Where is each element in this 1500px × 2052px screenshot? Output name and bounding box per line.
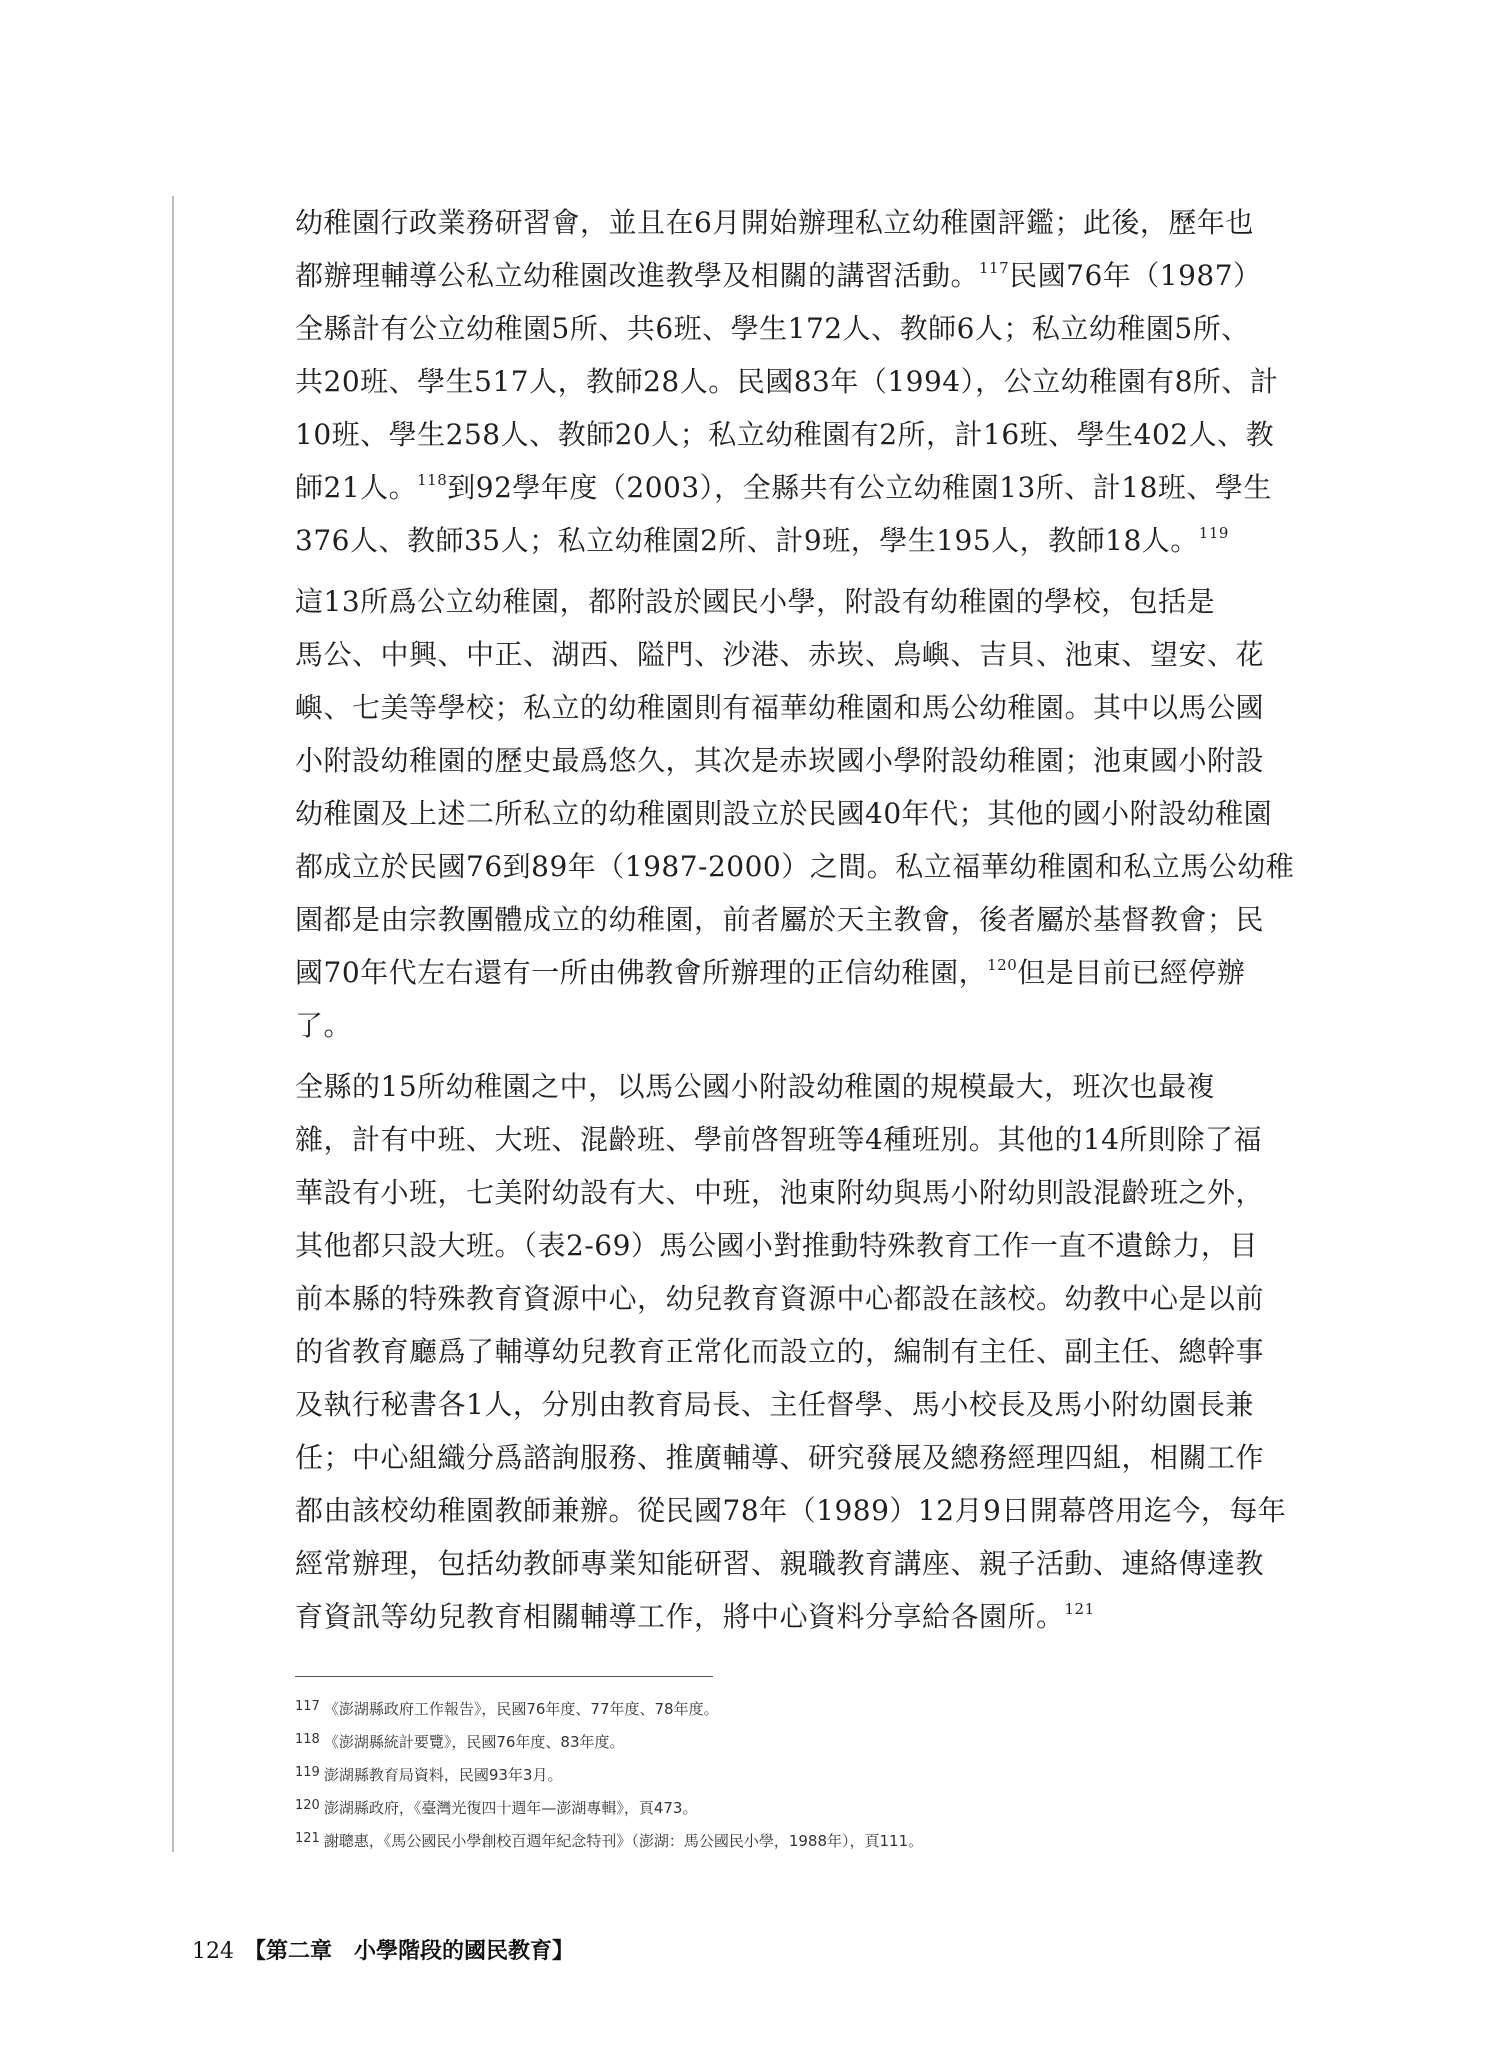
footnote-ref-120[interactable]: 120 bbox=[987, 956, 1018, 974]
text-line: 前本縣的特殊教育資源中心，幼兒教育資源中心都設在該校。幼教中心是以前 bbox=[295, 1282, 1265, 1315]
text-line: 10班、學生258人、教師20人；私立幼稚園有2所，計16班、學生402人、教 bbox=[295, 418, 1275, 451]
text-line: 師21人。$^{118}$到92學年度（2003），全縣共有公立幼稚園13所、計18班、學生 bbox=[295, 471, 1272, 504]
footnote-number: 118 bbox=[295, 1732, 320, 1747]
text-line: 376人、教師35人；私立幼稚園2所、計9班，學生195人，教師18人。$^{119}$ bbox=[295, 524, 1229, 557]
text-line: 任；中心組織分爲諮詢服務、推廣輔導、研究發展及總務經理四組，相關工作 bbox=[295, 1441, 1265, 1474]
text-line: 經常辦理，包括幼教師專業知能研習、親職教育講座、親子活動、連絡傳達教 bbox=[295, 1547, 1265, 1580]
text-line: 都由該校幼稚園教師兼辦。從民國78年（1989）12月9日開幕啓用迄今，每年 bbox=[295, 1494, 1287, 1527]
text-line: 這13所爲公立幼稚園，都附設於國民小學，附設有幼稚園的學校，包括是 bbox=[295, 585, 1216, 618]
chapter-title: 【第二章 小學階段的國民教育】 bbox=[244, 1938, 575, 1964]
footnotes bbox=[295, 1690, 1305, 1855]
text-line: 都辦理輔導公私立幼稚園改進教學及相關的講習活動。$^{117}$民國76年（1987） bbox=[295, 259, 1262, 292]
footnote-text: 《澎湖縣統計要覽》，民國76年度、83年度。 bbox=[323, 1733, 625, 1751]
text-line: 園都是由宗教團體成立的幼稚園，前者屬於天主教會，後者屬於基督教會；民 bbox=[295, 903, 1265, 936]
text-line: 馬公、中興、中正、湖西、隘門、沙港、赤崁、鳥嶼、吉貝、池東、望安、花 bbox=[295, 638, 1265, 671]
footnote-ref-117[interactable]: 117 bbox=[979, 259, 1010, 277]
footnote bbox=[295, 1690, 1305, 1723]
footnote-text: 《澎湖縣政府工作報告》，民國76年度、77年度、78年度。 bbox=[323, 1700, 719, 1718]
footnote-number: 120 bbox=[295, 1798, 320, 1813]
footnote-ref-118[interactable]: 118 bbox=[417, 471, 448, 489]
text-line: 國70年代左右還有一所由佛教會所辦理的正信幼稚園，$^{120}$但是目前已經停辦 bbox=[295, 956, 1246, 989]
text-line: 都成立於民國76到89年（1987-2000）之間。私立福華幼稚園和私立馬公幼稚 bbox=[295, 850, 1295, 883]
footnote-text: 澎湖縣政府，《臺灣光復四十週年—澎湖專輯》，頁473。 bbox=[323, 1799, 698, 1817]
text-line: 華設有小班，七美附幼設有大、中班，池東附幼與馬小附幼則設混齡班之外， bbox=[295, 1176, 1265, 1209]
text-line: 幼稚園行政業務研習會，並且在6月開始辦理私立幼稚園評鑑；此後，歷年也 bbox=[295, 206, 1254, 239]
text-line: 其他都只設大班。（表2-69）馬公國小對推動特殊教育工作一直不遺餘力，目 bbox=[295, 1229, 1258, 1262]
text-line: 全縣計有公立幼稚園5所、共6班、學生172人、教師6人；私立幼稚園5所、 bbox=[295, 312, 1250, 345]
footnote-number: 117 bbox=[295, 1699, 320, 1714]
margin-rule bbox=[172, 196, 174, 1852]
page-number: 124 bbox=[192, 1939, 234, 1964]
footnote-divider bbox=[295, 1676, 713, 1677]
text-line: 育資訊等幼兒教育相關輔導工作，將中心資料分享給各園所。$^{121}$ bbox=[295, 1600, 1095, 1633]
text-line: 小附設幼稚園的歷史最爲悠久，其次是赤崁國小學附設幼稚園；池東國小附設 bbox=[295, 744, 1265, 777]
footnote-number: 119 bbox=[295, 1765, 320, 1780]
footnote bbox=[295, 1723, 1305, 1756]
text-line: 嶼、七美等學校；私立的幼稚園則有福華幼稚園和馬公幼稚園。其中以馬公國 bbox=[295, 691, 1265, 724]
body-text bbox=[295, 196, 1305, 1643]
footnote bbox=[295, 1789, 1305, 1822]
text-line: 了。 bbox=[295, 1009, 353, 1042]
text-line: 全縣的15所幼稚園之中，以馬公國小附設幼稚園的規模最大，班次也最複 bbox=[295, 1070, 1216, 1103]
footnote-text: 謝聰惠，《馬公國民小學創校百週年紀念特刊》（澎湖：馬公國民小學，1988年），頁111。 bbox=[323, 1832, 924, 1850]
footnote-text: 澎湖縣教育局資料，民國93年3月。 bbox=[323, 1766, 563, 1784]
running-footer bbox=[192, 1934, 574, 1965]
text-line: 共20班、學生517人，教師28人。民國83年（1994），公立幼稚園有8所、計 bbox=[295, 365, 1279, 398]
text-line: 雜，計有中班、大班、混齡班、學前啓智班等4種班別。其他的14所則除了福 bbox=[295, 1123, 1262, 1156]
text-line: 及執行秘書各1人，分別由教育局長、主任督學、馬小校長及馬小附幼園長兼 bbox=[295, 1388, 1254, 1421]
footnote-ref-121[interactable]: 121 bbox=[1064, 1600, 1095, 1618]
footnote-number: 121 bbox=[295, 1831, 320, 1846]
footnote bbox=[295, 1822, 1305, 1855]
text-line: 幼稚園及上述二所私立的幼稚園則設立於民國40年代；其他的國小附設幼稚園 bbox=[295, 797, 1273, 830]
footnote-ref-119[interactable]: 119 bbox=[1198, 524, 1229, 542]
text-line: 的省教育廳爲了輔導幼兒教育正常化而設立的，編制有主任、副主任、總幹事 bbox=[295, 1335, 1265, 1368]
footnote bbox=[295, 1756, 1305, 1789]
